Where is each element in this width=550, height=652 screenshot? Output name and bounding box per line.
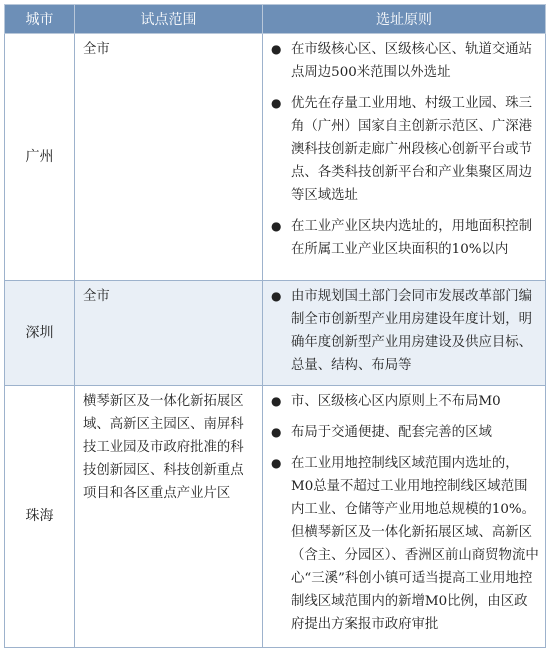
- header-city: 城市: [5, 5, 75, 34]
- table-row-shenzhen: [5, 281, 546, 386]
- rule-item: ● 在工业用地控制线区域范围内选址的，M0总量不超过工业用地控制线区域范围内工业、仓储等产业用地总规模的10%。但横琴新区及一体化新拓展区域、高新区（含主、分园区）、香洲区前山商贸物流中心“三溪”科创小镇可适当提高工业用地控制线区域范围内的新增M0比例，由区政府提出方案报市政府审批: [267, 452, 539, 636]
- scope-cell: 横琴新区及一体化新拓展区域、高新区主园区、南屏科技工业园及市政府批准的科技创新园区、科技创新重点项目和各区重点产业片区: [75, 386, 263, 648]
- policy-table: [4, 4, 546, 648]
- table-row-zhuhai: [5, 386, 546, 648]
- rule-item: ● 在市级核心区、区级核心区、轨道交通站点周边500米范围以外选址: [267, 38, 539, 84]
- bullet-icon: ●: [271, 96, 282, 110]
- header-row: [5, 5, 546, 34]
- bullet-icon: ●: [271, 456, 282, 470]
- header-scope: 试点范围: [75, 5, 263, 34]
- bullet-icon: ●: [271, 289, 282, 303]
- rule-item: ● 布局于交通便捷、配套完善的区域: [267, 421, 539, 444]
- rules-cell: [263, 34, 546, 281]
- scope-cell: 全市: [75, 34, 263, 281]
- rule-item: ● 优先在存量工业用地、村级工业园、珠三角（广州）国家自主创新示范区、广深港澳科技创新走廊广州段核心创新平台或节点、各类科技创新平台和产业集聚区周边等区域选址: [267, 92, 539, 207]
- rules-cell: [263, 281, 546, 386]
- rule-item: ● 市、区级核心区内原则上不布局M0: [267, 390, 539, 413]
- rule-item: ● 在工业产业区块内选址的，用地面积控制在所属工业产业区块面积的10%以内: [267, 215, 539, 261]
- header-rules: 选址原则: [263, 5, 546, 34]
- rules-cell: [263, 386, 546, 648]
- bullet-icon: ●: [271, 219, 282, 233]
- city-cell: 珠海: [5, 386, 75, 648]
- bullet-icon: ●: [271, 394, 282, 408]
- city-cell: 深圳: [5, 281, 75, 386]
- bullet-icon: ●: [271, 42, 282, 56]
- scope-cell: 全市: [75, 281, 263, 386]
- city-cell: 广州: [5, 34, 75, 281]
- table-row-guangzhou: [5, 34, 546, 281]
- bullet-icon: ●: [271, 425, 282, 439]
- rule-item: ● 由市规划国土部门会同市发展改革部门编制全市创新型产业用房建设年度计划，明确年度创新型产业用房建设及供应目标、总量、结构、布局等: [267, 285, 539, 377]
